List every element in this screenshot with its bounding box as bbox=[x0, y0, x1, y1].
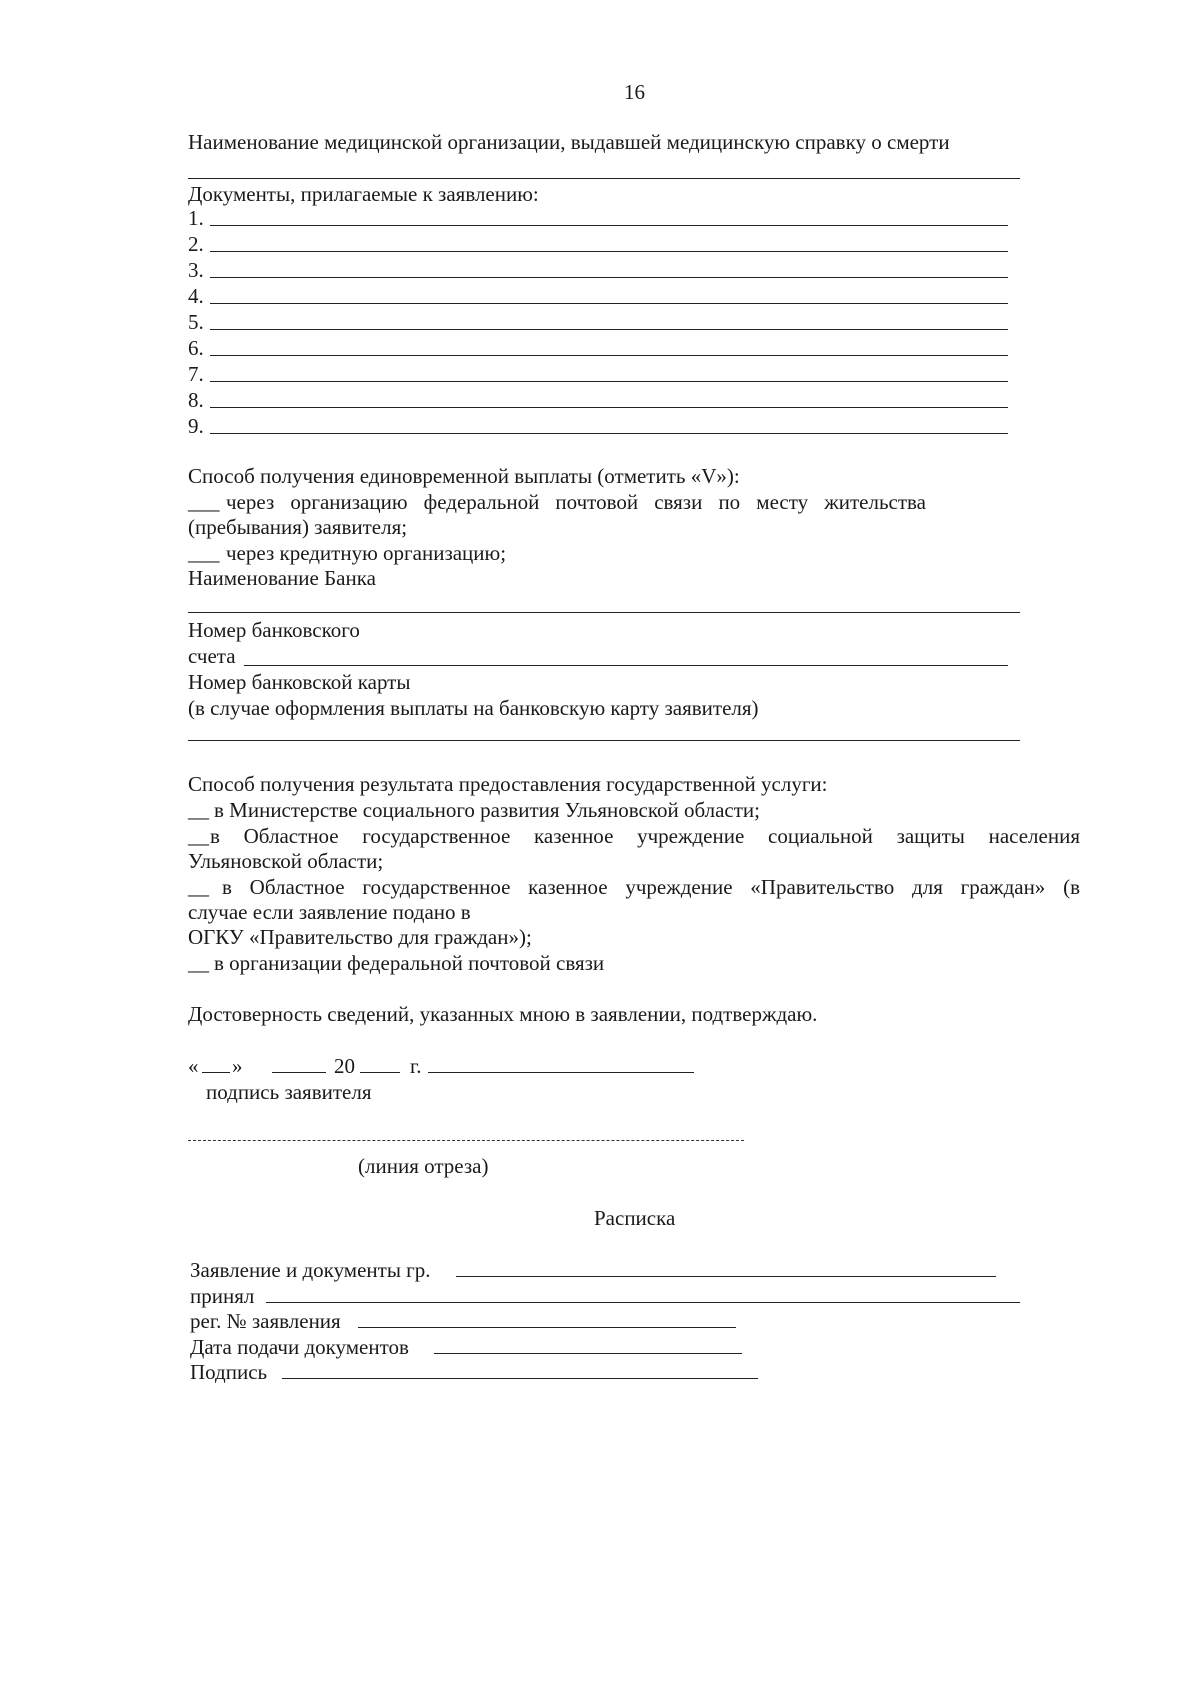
result-option4-checkbox[interactable]: __ bbox=[188, 951, 209, 975]
date-century: 20 bbox=[334, 1054, 355, 1078]
result-option2-checkbox[interactable]: __ bbox=[188, 824, 209, 848]
credit-option-checkbox[interactable]: ___ bbox=[188, 541, 220, 565]
receipt-signature-label: Подпись bbox=[190, 1360, 268, 1384]
result-option2-text-cont: Ульяновской области; bbox=[188, 849, 384, 873]
account-label: Номер банковского bbox=[188, 618, 360, 642]
date-day-field[interactable] bbox=[202, 1072, 230, 1073]
receipt-docs-from-label: Заявление и документы гр. bbox=[190, 1258, 431, 1282]
result-option1-text: в Министерстве социального развития Ульяновской области; bbox=[214, 798, 760, 822]
signature-field[interactable] bbox=[428, 1072, 694, 1073]
bank-name-label: Наименование Банка bbox=[188, 566, 376, 590]
account-label-cont: счета bbox=[188, 644, 236, 668]
documents-label: Документы, прилагаемые к заявлению: bbox=[188, 182, 539, 206]
receipt-docs-from-field[interactable] bbox=[456, 1276, 996, 1277]
document-item-number: 8. bbox=[188, 388, 204, 412]
confirmation-text: Достоверность сведений, указанных мною в заявлении, подтверждаю. bbox=[188, 1002, 818, 1026]
result-option3-text: в Областное государственное казенное учреждение «Правительство для граждан» (в bbox=[222, 875, 1080, 899]
medical-org-field[interactable] bbox=[188, 178, 1020, 179]
document-item-field[interactable] bbox=[210, 381, 1008, 382]
payment-title: Способ получения единовременной выплаты (отметить «V»): bbox=[188, 464, 740, 488]
date-month-field[interactable] bbox=[272, 1072, 326, 1073]
document-item-field[interactable] bbox=[210, 355, 1008, 356]
receipt-date-label: Дата подачи документов bbox=[190, 1335, 409, 1359]
date-close-quote: » bbox=[232, 1054, 243, 1078]
document-item-field[interactable] bbox=[210, 329, 1008, 330]
credit-option-text: через кредитную организацию; bbox=[226, 541, 507, 565]
post-option-checkbox[interactable]: ___ bbox=[188, 490, 220, 514]
document-item-field[interactable] bbox=[210, 251, 1008, 252]
document-item-number: 4. bbox=[188, 284, 204, 308]
card-label: Номер банковской карты bbox=[188, 670, 411, 694]
date-year-suffix: г. bbox=[410, 1054, 422, 1078]
medical-org-label: Наименование медицинской организации, выдавшей медицинскую справку о смерти bbox=[188, 130, 950, 154]
receipt-reg-number-field[interactable] bbox=[358, 1327, 736, 1328]
bank-name-field[interactable] bbox=[188, 612, 1020, 613]
receipt-title: Расписка bbox=[594, 1206, 676, 1230]
receipt-reg-number-label: рег. № заявления bbox=[190, 1309, 341, 1333]
document-item-field[interactable] bbox=[210, 277, 1008, 278]
document-item-number: 9. bbox=[188, 414, 204, 438]
account-number-field[interactable] bbox=[244, 665, 1008, 666]
result-option1-checkbox[interactable]: __ bbox=[188, 798, 209, 822]
document-item-number: 6. bbox=[188, 336, 204, 360]
card-note: (в случае оформления выплаты на банковскую карту заявителя) bbox=[188, 696, 759, 720]
document-item-number: 1. bbox=[188, 206, 204, 230]
receipt-accepted-label: принял bbox=[190, 1284, 255, 1308]
cut-line bbox=[188, 1140, 744, 1141]
document-item-field[interactable] bbox=[210, 225, 1008, 226]
post-option-text-cont: (пребывания) заявителя; bbox=[188, 515, 408, 539]
result-title: Способ получения результата предоставления государственной услуги: bbox=[188, 772, 828, 796]
document-item-field[interactable] bbox=[210, 407, 1008, 408]
result-option2-text: в Областное государственное казенное учреждение социальной защиты населения bbox=[210, 824, 1080, 848]
receipt-accepted-field[interactable] bbox=[266, 1302, 1020, 1303]
signature-label: подпись заявителя bbox=[206, 1080, 372, 1104]
document-item-field[interactable] bbox=[210, 433, 1008, 434]
document-item-number: 2. bbox=[188, 232, 204, 256]
document-item-number: 5. bbox=[188, 310, 204, 334]
receipt-signature-field[interactable] bbox=[282, 1378, 758, 1379]
document-item-number: 7. bbox=[188, 362, 204, 386]
document-item-number: 3. bbox=[188, 258, 204, 282]
date-open-quote: « bbox=[188, 1054, 199, 1078]
result-option3-checkbox[interactable]: __ bbox=[188, 875, 209, 899]
result-option3-text-cont2: ОГКУ «Правительство для граждан»); bbox=[188, 925, 532, 949]
card-number-field[interactable] bbox=[188, 740, 1020, 741]
cut-line-label: (линия отреза) bbox=[358, 1154, 489, 1178]
document-item-field[interactable] bbox=[210, 303, 1008, 304]
page-number: 16 bbox=[624, 80, 645, 104]
post-option-text: через организацию федеральной почтовой связи по месту жительства bbox=[226, 490, 926, 514]
date-year-field[interactable] bbox=[360, 1072, 400, 1073]
result-option4-text: в организации федеральной почтовой связи bbox=[214, 951, 605, 975]
receipt-date-field[interactable] bbox=[434, 1353, 742, 1354]
result-option3-text-cont: случае если заявление подано в bbox=[188, 900, 471, 924]
